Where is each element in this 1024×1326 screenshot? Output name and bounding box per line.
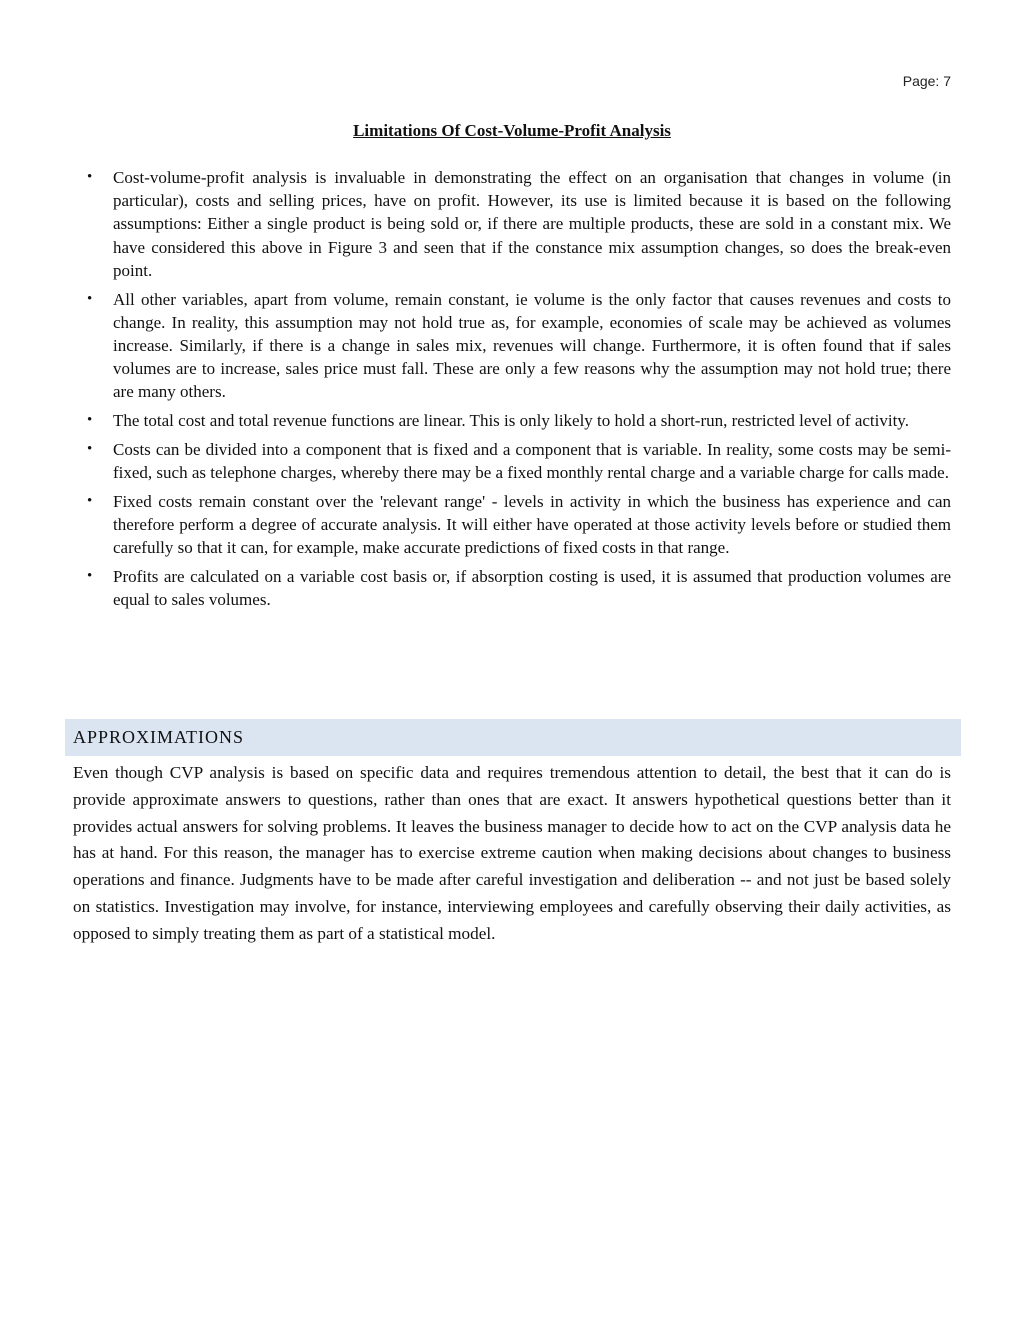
list-item-text: Fixed costs remain constant over the 'relevant range' - levels in activity in which the business has experience and can therefore perform a degree of accurate analysis. It will either have operated at those activity levels before or studied them carefully so that it can, for example, make accurate predictions of fixed costs in that range.	[113, 492, 951, 558]
list-item	[87, 438, 951, 484]
bullet-icon: •	[87, 493, 93, 510]
list-item	[87, 490, 951, 560]
list-item-text: All other variables, apart from volume, remain constant, ie volume is the only factor that causes revenues and costs to change. In reality, this assumption may not hold true as, for example, economies of scale may be achieved as volumes increase. Similarly, if there is a change in sales mix, revenues will change. Furthermore, it is often found that if sales volumes are to increase, sales price must fall. These are only a few reasons why the assumption may not hold true; there are many others.	[113, 289, 951, 402]
list-item-text: Cost-volume-profit analysis is invaluable in demonstrating the effect on an organisation that changes in volume (in particular), costs and selling prices, have on profit. However, its use is limited because it is based on the following assumptions: Either a single product is being sold or, if there are multiple products, these are sold in a constant mix. We have considered this above in Figure 3 and seen that if the constance mix assumption changes, so does the break-even point.	[113, 168, 951, 280]
limitations-list	[87, 166, 951, 617]
approximations-section-header	[65, 719, 961, 756]
approximations-paragraph: Even though CVP analysis is based on specific data and requires tremendous attention to detail, the best that it can do is provide approximate answers to questions, rather than ones that are exact. It answers hypothetical questions better than it provides actual answers for solving problems. It leaves the business manager to decide how to act on the CVP analysis data he has at hand. For this reason, the manager has to exercise extreme caution when making decisions about changes to business operations and finance. Judgments have to be made after careful investigation and deliberation -- and not just be based solely on statistics. Investigation may involve, for instance, interviewing employees and carefully observing their daily activities, as opposed to simply treating them as part of a statistical model.	[73, 763, 951, 943]
bullet-icon: •	[87, 290, 93, 307]
list-item-text: Costs can be divided into a component that is fixed and a component that is variable. In reality, some costs may be semi-fixed, such as telephone charges, whereby there may be a fixed monthly rental charge and a variable charge for calls made.	[113, 440, 951, 483]
bullet-icon: •	[87, 412, 93, 429]
list-item	[87, 288, 951, 404]
bullet-icon: •	[87, 441, 93, 458]
list-item-text: The total cost and total revenue functions are linear. This is only likely to hold a short-run, restricted level of activity.	[113, 411, 909, 431]
approximations-heading: APPROXIMATIONS	[73, 727, 245, 747]
page-title: Limitations Of Cost-Volume-Profit Analysis	[353, 121, 671, 140]
bullet-icon: •	[87, 568, 93, 585]
list-item	[87, 409, 951, 432]
bullet-icon: •	[87, 169, 93, 185]
list-item	[87, 565, 951, 611]
list-item	[87, 166, 951, 282]
page-number: Page: 7	[902, 73, 951, 89]
list-item-text: Profits are calculated on a variable cost basis or, if absorption costing is used, it is assumed that production volumes are equal to sales volumes.	[113, 567, 951, 610]
